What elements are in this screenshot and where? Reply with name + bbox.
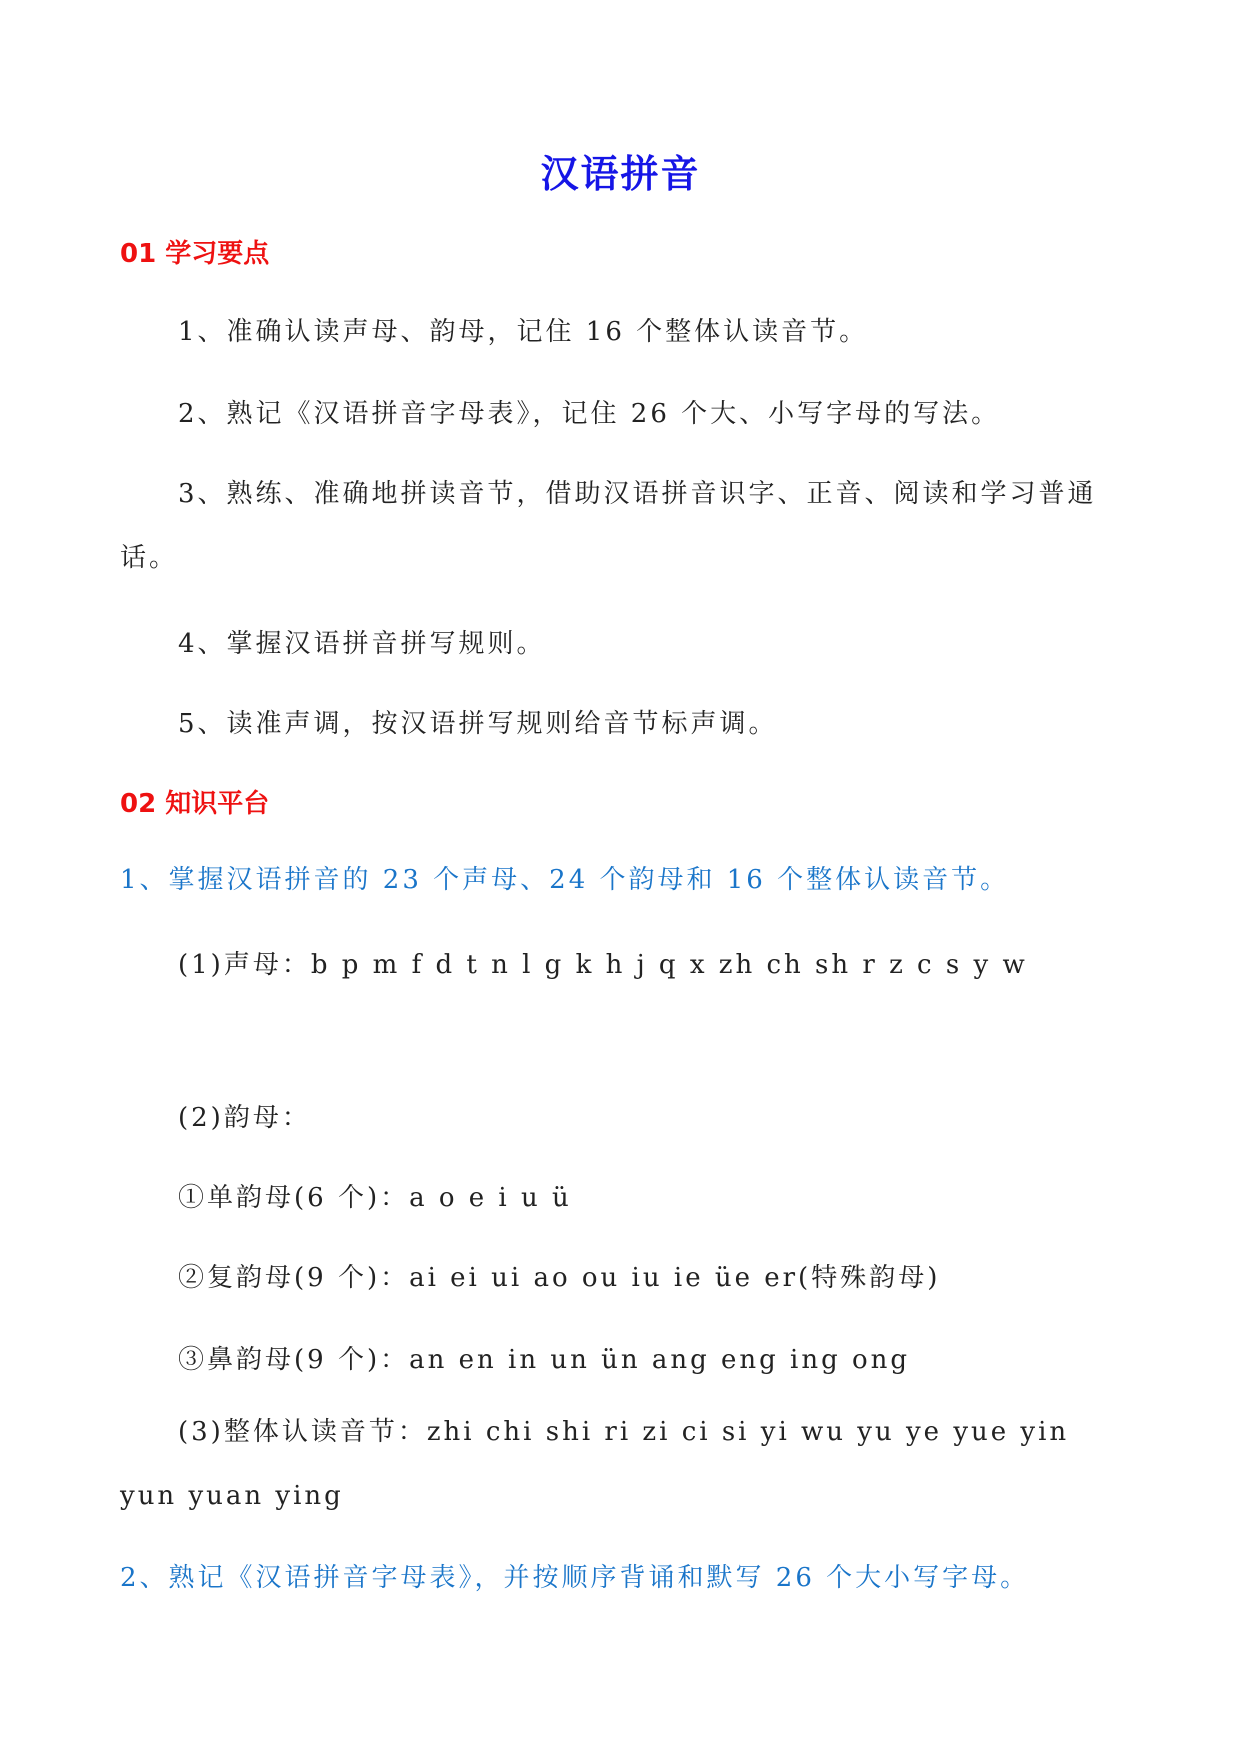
key-point-5: 5、读准声调，按汉语拼写规则给音节标声调。 — [178, 709, 778, 739]
key-point-2: 2、熟记《汉语拼音字母表》，记住 26 个大、小写字母的写法。 — [178, 399, 1001, 429]
knowledge-point-2: 2、熟记《汉语拼音字母表》，并按顺序背诵和默写 26 个大小写字母。 — [120, 1563, 1030, 1593]
key-point-4: 4、掌握汉语拼音拼写规则。 — [178, 629, 546, 659]
section-heading-key-points: 01 学习要点 — [120, 239, 270, 269]
dan-yunmu-line: ①单韵母(6 个)：a o e i u ü — [178, 1183, 572, 1213]
yunmu-label: (2)韵母： — [178, 1103, 311, 1133]
key-point-1: 1、准确认读声母、韵母，记住 16 个整体认读音节。 — [178, 317, 869, 347]
section-heading-knowledge: 02 知识平台 — [120, 789, 270, 819]
key-point-3: 3、熟练、准确地拼读音节，借助汉语拼音识字、正音、阅读和学习普通话。 — [120, 479, 1097, 573]
zhengti-line: (3)整体认读音节：zhi chi shi ri zi ci si yi wu yu ye yue yin yun yuan ying — [120, 1417, 1070, 1511]
shengmu-line: (1)声母：b p m f d t n l g k h j q x zh ch sh r z c s y w — [178, 950, 1028, 980]
knowledge-point-1: 1、掌握汉语拼音的 23 个声母、24 个韵母和 16 个整体认读音节。 — [120, 865, 1010, 895]
fu-yunmu-line: ②复韵母(9 个)：ai ei ui ao ou iu ie üe er(特殊韵母) — [178, 1263, 941, 1293]
bi-yunmu-line: ③鼻韵母(9 个)：an en in un ün ang eng ing ong — [178, 1345, 911, 1375]
page-title: 汉语拼音 — [540, 152, 701, 196]
